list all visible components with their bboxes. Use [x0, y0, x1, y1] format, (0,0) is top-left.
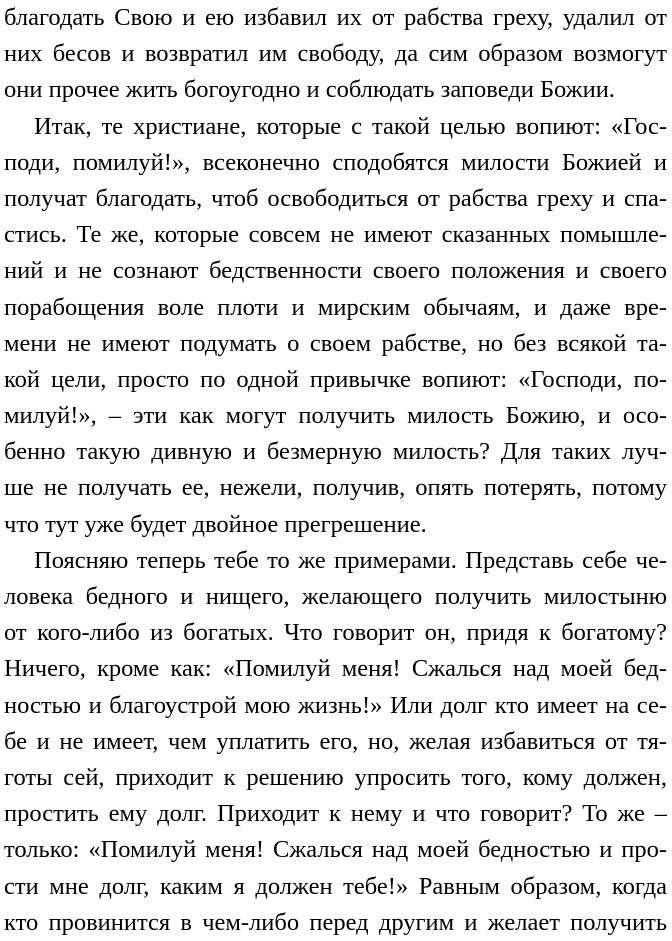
text-line: простить ему долг. Приходит к нему и что говорит? То же –	[4, 800, 667, 828]
text-line: ний и не сознают бедственности своего положения и своего	[4, 257, 667, 285]
text-line: мени не имеют подумать о своем рабстве, но без всякой та-	[4, 329, 667, 357]
text-line: кто провинится в чем-либо перед другим и желает получить	[4, 908, 667, 936]
text-line: ловека бедного и нищего, желающего получить милостыню	[4, 583, 667, 610]
text-line: них бесов и возвратил им свободу, да сим образом возмогут	[4, 40, 667, 68]
text-line: Ничего, кроме как: «Помилуй меня! Сжалься над моей бед-	[4, 655, 667, 683]
text-line: только: «Помилуй меня! Сжалься над моей бедностью и про-	[4, 836, 667, 864]
text-line: стись. Те же, которые совсем не имеют сказанных помышле-	[4, 221, 667, 249]
text-line: сти мне долг, каким я должен тебе!» Равным образом, когда	[4, 872, 667, 900]
text-line: от кого-либо из богатых. Что говорит он, придя к богатому?	[4, 619, 667, 647]
text-line: готы сей, приходит к решению упросить того, кому должен,	[4, 763, 667, 791]
text-line: что тут уже будет двойное прегрешение.	[4, 510, 427, 538]
text-line: они прочее жить богоугодно и соблюдать заповеди Божии.	[4, 76, 615, 104]
text-line: ше не получать ее, нежели, получив, опять потерять, потому	[4, 474, 667, 502]
text-line: милуй!», – эти как могут получить милость Божию, и осо-	[4, 402, 667, 430]
text-line: бе и не имеет, чем уплатить его, но, желая избавиться от тя-	[4, 727, 667, 755]
text-line: ностью и благоустрой мою жизнь!» Или долг кто имеет на се-	[4, 691, 667, 719]
text-line: бенно такую дивную и безмерную милость? Для таких луч-	[4, 438, 667, 466]
text-line: получат благодать, чтоб освободиться от рабства греху и спа-	[4, 184, 667, 212]
text-line: поди, помилуй!», всеконечно сподобятся милости Божией и	[4, 148, 667, 176]
text-line: благодать Свою и ею избавил их от рабства греху, удалил от	[4, 4, 667, 31]
text-line: кой цели, просто по одной привычке вопиют: «Господи, по-	[4, 365, 667, 393]
paragraph	[4, 543, 667, 941]
text-line: порабощения воле плоти и мирским обычаям, и даже вре-	[4, 293, 667, 321]
text-line: Итак, те христиане, которые с такой целью вопиют: «Гос-	[34, 112, 667, 140]
text-line: Поясняю теперь тебе то же примерами. Представь себе че-	[34, 546, 667, 574]
paragraph	[4, 109, 667, 543]
paragraph	[4, 0, 667, 109]
